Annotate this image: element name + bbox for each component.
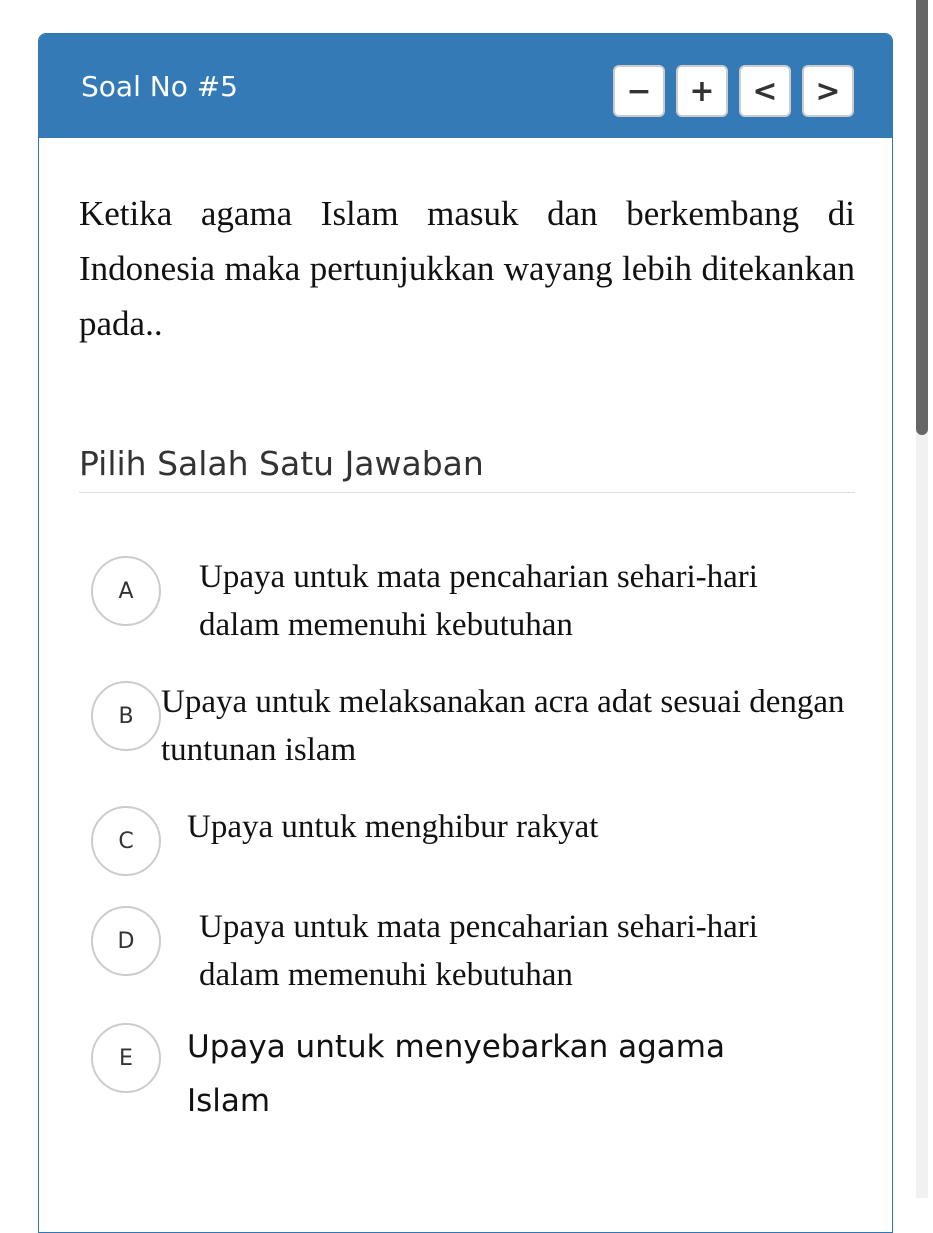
- option-text[interactable]: Upaya untuk mata pencaharian sehari-hari dalam memenuhi kebutuhan: [199, 559, 758, 643]
- option-text[interactable]: Upaya untuk melaksanakan acra adat sesuai dengan tuntunan islam: [161, 684, 845, 768]
- option-text[interactable]: Upaya untuk menghibur rakyat: [187, 809, 599, 845]
- decrease-font-button[interactable]: −: [613, 65, 665, 117]
- option-text[interactable]: Upaya untuk mata pencaharian sehari-hari dalam memenuhi kebutuhan: [199, 909, 758, 993]
- option-letter[interactable]: D: [91, 906, 161, 976]
- option-letter[interactable]: B: [91, 681, 161, 751]
- question-card: [38, 33, 893, 1233]
- option-text[interactable]: Upaya untuk menyebarkan agama Islam: [187, 1029, 725, 1119]
- previous-question-button[interactable]: <: [739, 65, 791, 117]
- option-letter[interactable]: C: [91, 806, 161, 876]
- question-text: Ketika agama Islam masuk dan berkembang di Indonesia maka pertunjukkan wayang lebih ditekankan pada..: [79, 194, 855, 343]
- divider: [79, 492, 855, 493]
- question-number: Soal No #5: [81, 70, 238, 103]
- option-letter[interactable]: A: [91, 556, 161, 626]
- next-question-button[interactable]: >: [802, 65, 854, 117]
- header-controls: [613, 65, 854, 117]
- card-header: [39, 34, 892, 138]
- answer-prompt: Pilih Salah Satu Jawaban: [79, 444, 484, 483]
- scrollbar-thumb[interactable]: [916, 0, 928, 435]
- increase-font-button[interactable]: +: [676, 65, 728, 117]
- option-letter[interactable]: E: [91, 1023, 161, 1093]
